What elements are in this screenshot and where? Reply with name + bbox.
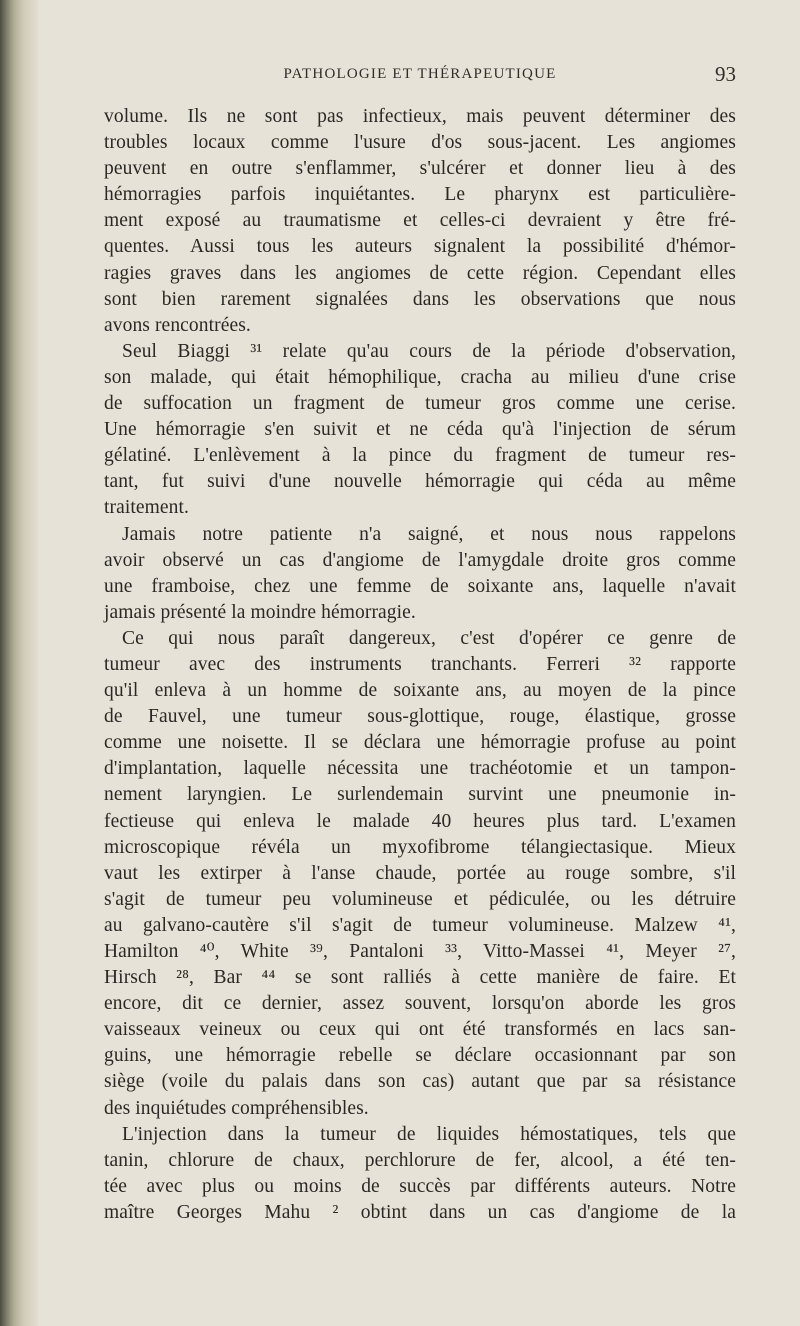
text-line: son malade, qui était hémophilique, cracha au milieu d'une crise — [104, 366, 736, 388]
text-line: avoir observé un cas d'angiome de l'amygdale droite gros comme — [104, 549, 736, 571]
text-line: microscopique révéla un myxofibrome télangiectasique. Mieux — [104, 836, 736, 858]
text-line: tée avec plus ou moins de succès par différents auteurs. Notre — [104, 1175, 736, 1197]
text-line: encore, dit ce dernier, assez souvent, lorsqu'on aborde les gros — [104, 993, 736, 1015]
body-text — [104, 104, 736, 1226]
text-line: de suffocation un fragment de tumeur gros comme une cerise. — [104, 393, 736, 415]
text-line: de Fauvel, une tumeur sous-glottique, rouge, élastique, grosse — [104, 706, 736, 728]
text-line: traitement. — [104, 497, 190, 519]
text-line: jamais présenté la moindre hémorragie. — [104, 601, 416, 623]
text-line: sont bien rarement signalées dans les observations que nous — [104, 288, 736, 310]
text-line: des inquiétudes compréhensibles. — [104, 1097, 369, 1119]
text-line: Une hémorragie s'en suivit et ne céda qu'à l'injection de sérum — [104, 419, 736, 441]
text-line: Jamais notre patiente n'a saigné, et nous nous rappelons — [122, 523, 736, 545]
text-line: ragies graves dans les angiomes de cette région. Cependant elles — [104, 262, 736, 284]
text-line: une framboise, chez une femme de soixante ans, laquelle n'avait — [104, 575, 736, 597]
page-header — [104, 62, 736, 90]
text-line: troubles locaux comme l'usure d'os sous-jacent. Les angiomes — [104, 132, 736, 154]
text-line: gélatiné. L'enlèvement à la pince du fragment de tumeur res- — [104, 445, 736, 467]
text-line: avons rencontrées. — [104, 314, 251, 336]
page-number: 93 — [715, 62, 736, 86]
text-line: comme une noisette. Il se déclara une hémorragie profuse au point — [104, 732, 736, 754]
text-line: hémorragies parfois inquiétantes. Le pharynx est particulière- — [104, 184, 736, 206]
page-binding-edge — [0, 0, 38, 1326]
text-line: Seul Biaggi ³¹ relate qu'au cours de la période d'observation, — [122, 340, 736, 362]
text-line: L'injection dans la tumeur de liquides hémostatiques, tels que — [122, 1123, 736, 1145]
text-line: Ce qui nous paraît dangereux, c'est d'opérer ce genre de — [122, 627, 736, 649]
text-line: vaisseaux veineux ou ceux qui ont été transformés en lacs san- — [104, 1019, 736, 1041]
text-line: vaut les extirper à l'anse chaude, portée au rouge sombre, s'il — [104, 862, 736, 884]
text-line: Hirsch ²⁸, Bar ⁴⁴ se sont ralliés à cette manière de faire. Et — [104, 967, 736, 989]
text-line: au galvano-cautère s'il s'agit de tumeur volumineuse. Malzew ⁴¹, — [104, 914, 736, 936]
text-line: guins, une hémorragie rebelle se déclare occasionnant par son — [104, 1045, 736, 1067]
text-line: s'agit de tumeur peu volumineuse et pédiculée, ou les détruire — [104, 888, 736, 910]
text-line: d'implantation, laquelle nécessita une trachéotomie et un tampon- — [104, 758, 736, 780]
text-line: ment exposé au traumatisme et celles-ci devraient y être fré- — [104, 210, 736, 232]
running-title: PATHOLOGIE ET THÉRAPEUTIQUE — [283, 66, 557, 82]
text-line: fectieuse qui enleva le malade 40 heures plus tard. L'examen — [104, 810, 736, 832]
text-line: maître Georges Mahu ² obtint dans un cas d'angiome de la — [104, 1201, 736, 1223]
text-line: tumeur avec des instruments tranchants. Ferreri ³² rapporte — [104, 653, 736, 675]
text-line: peuvent en outre s'enflammer, s'ulcérer et donner lieu à des — [104, 158, 736, 180]
text-line: Hamilton ⁴⁰, White ³⁹, Pantaloni ³³, Vitto-Massei ⁴¹, Meyer ²⁷, — [104, 941, 736, 962]
text-line: tanin, chlorure de chaux, perchlorure de fer, alcool, a été ten- — [104, 1149, 736, 1171]
text-line: qu'il enleva à un homme de soixante ans, au moyen de la pince — [104, 680, 736, 702]
text-line: quentes. Aussi tous les auteurs signalent la possibilité d'hémor- — [104, 236, 736, 258]
text-line: volume. Ils ne sont pas infectieux, mais peuvent déterminer des — [104, 106, 736, 127]
text-line: siège (voile du palais dans son cas) autant que par sa résistance — [104, 1071, 736, 1093]
text-line: tant, fut suivi d'une nouvelle hémorragie qui céda au même — [104, 471, 736, 493]
text-line: nement laryngien. Le surlendemain survint une pneumonie in- — [104, 784, 736, 806]
